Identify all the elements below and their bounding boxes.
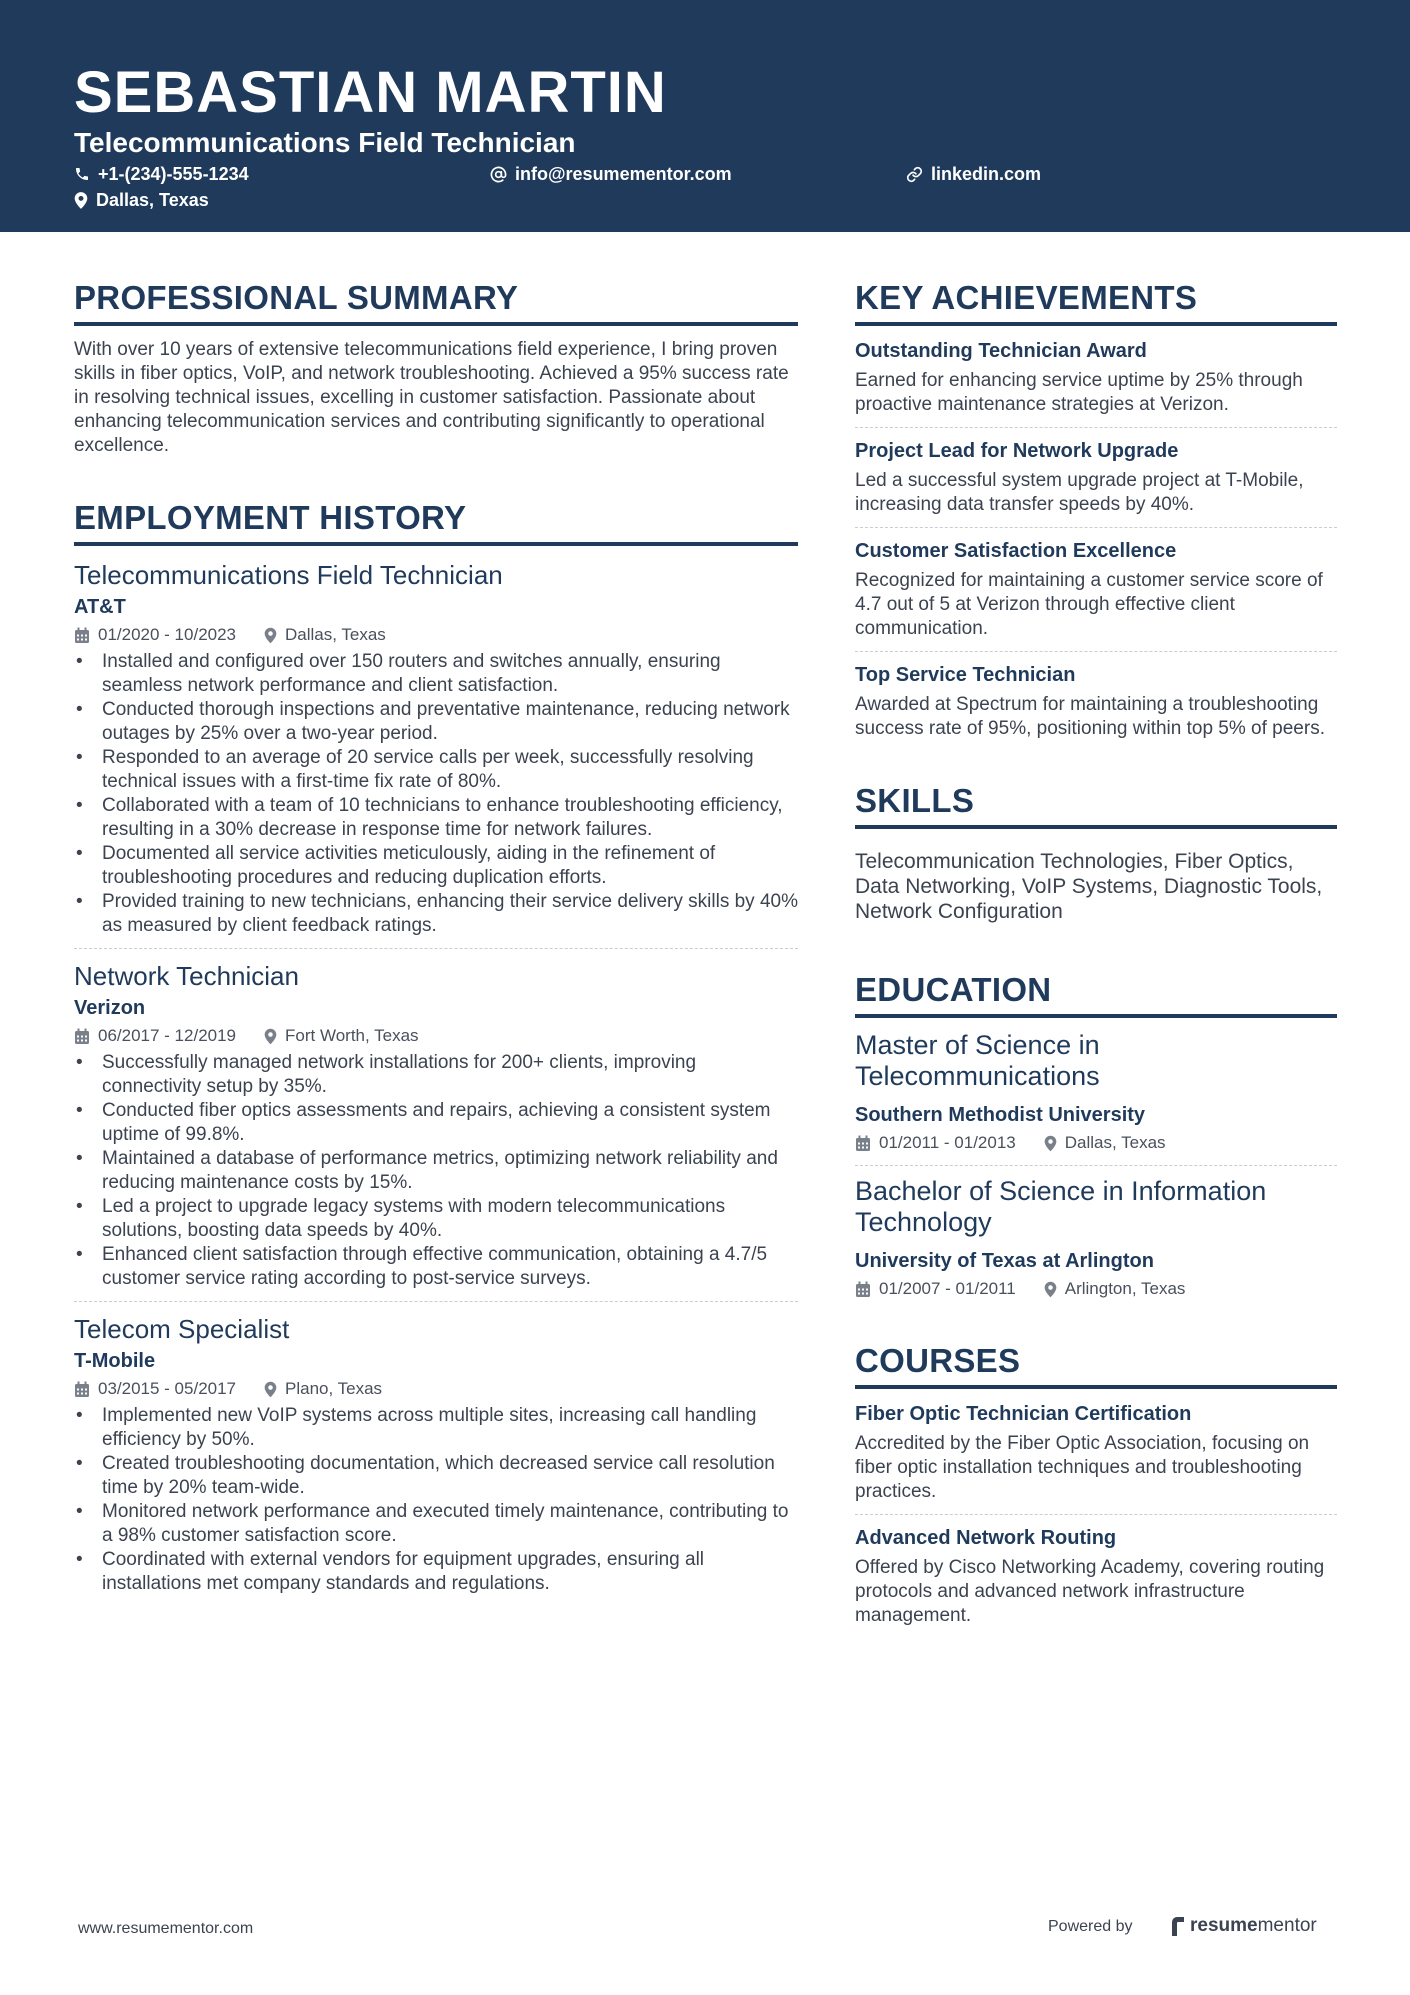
job-bullets xyxy=(74,1051,798,1291)
calendar-icon xyxy=(74,627,90,644)
achievement-item xyxy=(855,338,1337,417)
achievement-item xyxy=(855,662,1337,741)
education-school: University of Texas at Arlington xyxy=(855,1250,1154,1272)
education-meta xyxy=(855,1131,1337,1155)
entry-divider xyxy=(855,427,1337,428)
phone-icon xyxy=(74,166,90,182)
job-company: T-Mobile xyxy=(74,1350,156,1372)
education-item xyxy=(855,1030,1337,1155)
course-title: Fiber Optic Technician Certification xyxy=(855,1403,1192,1425)
job-entry xyxy=(74,1312,798,1596)
job-bullet: • Provided training to new technicians, enhancing their service delivery skills by 40% as measured by client feedback ratings. xyxy=(74,890,798,938)
email-text: info@resumementor.com xyxy=(515,164,732,184)
entry-divider xyxy=(855,1165,1337,1166)
achievement-title: Top Service Technician xyxy=(855,664,1076,686)
at-sign-icon xyxy=(490,166,507,183)
achievement-item xyxy=(855,438,1337,517)
job-bullet: • Conducted thorough inspections and preventative maintenance, reducing network outages by 25% over a two-year period. xyxy=(74,698,798,746)
course-title: Advanced Network Routing xyxy=(855,1527,1117,1549)
education-degree: Bachelor of Science in Information Technology xyxy=(855,1176,1267,1237)
contact-location xyxy=(74,189,209,211)
job-bullets xyxy=(74,650,798,938)
job-company: Verizon xyxy=(74,997,146,1019)
map-pin-icon xyxy=(74,192,88,209)
section-heading-skills: SKILLS xyxy=(855,779,1337,829)
calendar-icon xyxy=(855,1135,871,1152)
education-dates: 01/2011 - 01/2013 xyxy=(879,1133,1016,1152)
contact-phone[interactable] xyxy=(74,163,249,185)
map-pin-icon xyxy=(1044,1281,1057,1298)
candidate-name: SEBASTIAN MARTIN xyxy=(74,60,667,125)
job-bullet: • Led a project to upgrade legacy systems with modern telecommunications solutions, boosting data speeds by 40%. xyxy=(74,1195,798,1243)
achievement-title: Project Lead for Network Upgrade xyxy=(855,440,1179,462)
job-company: AT&T xyxy=(74,596,126,618)
job-title: Network Technician xyxy=(74,961,299,991)
skills-text: Telecommunication Technologies, Fiber Optics, Data Networking, VoIP Systems, Diagnostic Tools, Network Configuration xyxy=(855,850,1323,923)
education-location: Arlington, Texas xyxy=(1064,1279,1186,1298)
job-dates: 01/2020 - 10/2023 xyxy=(98,625,237,644)
course-desc: Accredited by the Fiber Optic Association, focusing on fiber optic installation techniques and troubleshooting practices. xyxy=(855,1433,1310,1502)
achievement-item xyxy=(855,538,1337,641)
map-pin-icon xyxy=(264,627,277,644)
linkedin-text: linkedin.com xyxy=(931,164,1042,184)
entry-divider xyxy=(855,651,1337,652)
job-bullet: • Enhanced client satisfaction through effective communication, obtaining a 4.7/5 customer service rating according to post-service surveys. xyxy=(74,1243,798,1291)
map-pin-icon xyxy=(264,1028,277,1045)
section-heading-courses: COURSES xyxy=(855,1339,1337,1389)
education-item xyxy=(855,1176,1337,1301)
entry-divider xyxy=(855,527,1337,528)
education-location: Dallas, Texas xyxy=(1064,1133,1166,1152)
entry-divider xyxy=(74,948,798,949)
achievement-desc: Recognized for maintaining a customer service score of 4.7 out of 5 at Verizon through effective client communication. xyxy=(855,570,1323,639)
job-meta xyxy=(74,1024,798,1048)
job-entry xyxy=(74,959,798,1291)
calendar-icon xyxy=(855,1281,871,1298)
footer-website-link[interactable]: www.resumementor.com xyxy=(78,1920,254,1937)
job-bullet: • Implemented new VoIP systems across multiple sites, increasing call handling efficiency by 50%. xyxy=(74,1404,798,1452)
education-school: Southern Methodist University xyxy=(855,1104,1146,1126)
section-heading-education: EDUCATION xyxy=(855,968,1337,1018)
candidate-title: Telecommunications Field Technician xyxy=(74,127,576,158)
calendar-icon xyxy=(74,1381,90,1398)
job-bullet: • Collaborated with a team of 10 technicians to enhance troubleshooting efficiency, resulting in a 30% decrease in response time for network failures. xyxy=(74,794,798,842)
job-location: Dallas, Texas xyxy=(285,625,386,644)
job-bullet: • Installed and configured over 150 routers and switches annually, ensuring seamless network performance and client satisfaction. xyxy=(74,650,798,698)
job-bullet: • Coordinated with external vendors for equipment upgrades, ensuring all installations met company standards and regulations. xyxy=(74,1548,798,1596)
section-heading-achievements: KEY ACHIEVEMENTS xyxy=(855,276,1337,326)
education-section xyxy=(855,968,1337,1301)
right-column xyxy=(855,276,1337,1628)
education-meta xyxy=(855,1277,1337,1301)
job-dates: 03/2015 - 05/2017 xyxy=(98,1379,237,1398)
summary-section xyxy=(74,276,798,458)
summary-text: With over 10 years of extensive telecommunications field experience, I bring proven skills in fiber optics, VoIP, and network troubleshooting. Achieved a 95% success rate in resolving technical issues, excelling in customer satisfaction. Passionate about enhancing telecommunication services and contributing significantly to operational excellence. xyxy=(74,339,789,456)
job-entry xyxy=(74,558,798,938)
section-heading-summary: PROFESSIONAL SUMMARY xyxy=(74,276,798,326)
job-bullet: • Maintained a database of performance metrics, optimizing network reliability and reducing maintenance costs by 15%. xyxy=(74,1147,798,1195)
map-pin-icon xyxy=(1044,1135,1057,1152)
contact-email[interactable] xyxy=(490,163,732,185)
map-pin-icon xyxy=(264,1381,277,1398)
job-dates: 06/2017 - 12/2019 xyxy=(98,1026,237,1045)
contact-linkedin[interactable] xyxy=(906,163,1041,185)
job-meta xyxy=(74,623,798,647)
job-bullet: • Documented all service activities meticulously, aiding in the refinement of troubleshooting procedures and reducing duplication efforts. xyxy=(74,842,798,890)
achievement-title: Customer Satisfaction Excellence xyxy=(855,540,1177,562)
education-dates: 01/2007 - 01/2011 xyxy=(879,1279,1016,1298)
achievement-desc: Led a successful system upgrade project at T-Mobile, increasing data transfer speeds by 40%. xyxy=(855,470,1304,515)
resume-header xyxy=(0,0,1410,232)
job-meta xyxy=(74,1377,798,1401)
footer-powered-by: Powered by xyxy=(1048,1918,1133,1935)
job-bullet: • Monitored network performance and executed timely maintenance, contributing to a 98% customer satisfaction score. xyxy=(74,1500,798,1548)
entry-divider xyxy=(74,1301,798,1302)
entry-divider xyxy=(855,1514,1337,1515)
link-icon xyxy=(906,166,923,183)
footer-brand-logo[interactable] xyxy=(1170,1915,1317,1937)
job-bullets xyxy=(74,1404,798,1596)
course-desc: Offered by Cisco Networking Academy, covering routing protocols and advanced network infrastructure management. xyxy=(855,1557,1325,1626)
job-location: Plano, Texas xyxy=(285,1379,383,1398)
phone-text: +1-(234)-555-1234 xyxy=(98,164,249,184)
course-item xyxy=(855,1525,1337,1628)
achievements-section xyxy=(855,276,1337,741)
courses-section xyxy=(855,1339,1337,1628)
job-title: Telecom Specialist xyxy=(74,1314,290,1344)
brand-logo-icon xyxy=(1170,1916,1186,1936)
brand-name-bold: resume xyxy=(1190,1915,1258,1936)
employment-section xyxy=(74,496,798,1596)
left-column xyxy=(74,276,798,1596)
achievement-desc: Earned for enhancing service uptime by 25% through proactive maintenance strategies at Verizon. xyxy=(855,370,1303,415)
location-text: Dallas, Texas xyxy=(96,190,209,210)
calendar-icon xyxy=(74,1028,90,1045)
job-bullet: • Responded to an average of 20 service calls per week, successfully resolving technical issues with a first-time fix rate of 80%. xyxy=(74,746,798,794)
job-bullet: • Conducted fiber optics assessments and repairs, achieving a consistent system uptime of 99.8%. xyxy=(74,1099,798,1147)
brand-name-light: mentor xyxy=(1257,1915,1317,1936)
course-item xyxy=(855,1401,1337,1504)
skills-section xyxy=(855,779,1337,924)
job-bullet: • Created troubleshooting documentation, which decreased service call resolution time by 20% team-wide. xyxy=(74,1452,798,1500)
achievement-title: Outstanding Technician Award xyxy=(855,340,1147,362)
education-degree: Master of Science in Telecommunications xyxy=(855,1030,1100,1091)
achievement-desc: Awarded at Spectrum for maintaining a troubleshooting success rate of 95%, positioning within top 5% of peers. xyxy=(855,694,1325,739)
section-heading-employment: EMPLOYMENT HISTORY xyxy=(74,496,798,546)
job-location: Fort Worth, Texas xyxy=(285,1026,419,1045)
job-title: Telecommunications Field Technician xyxy=(74,560,503,590)
job-bullet: • Successfully managed network installations for 200+ clients, improving connectivity setup by 35%. xyxy=(74,1051,798,1099)
